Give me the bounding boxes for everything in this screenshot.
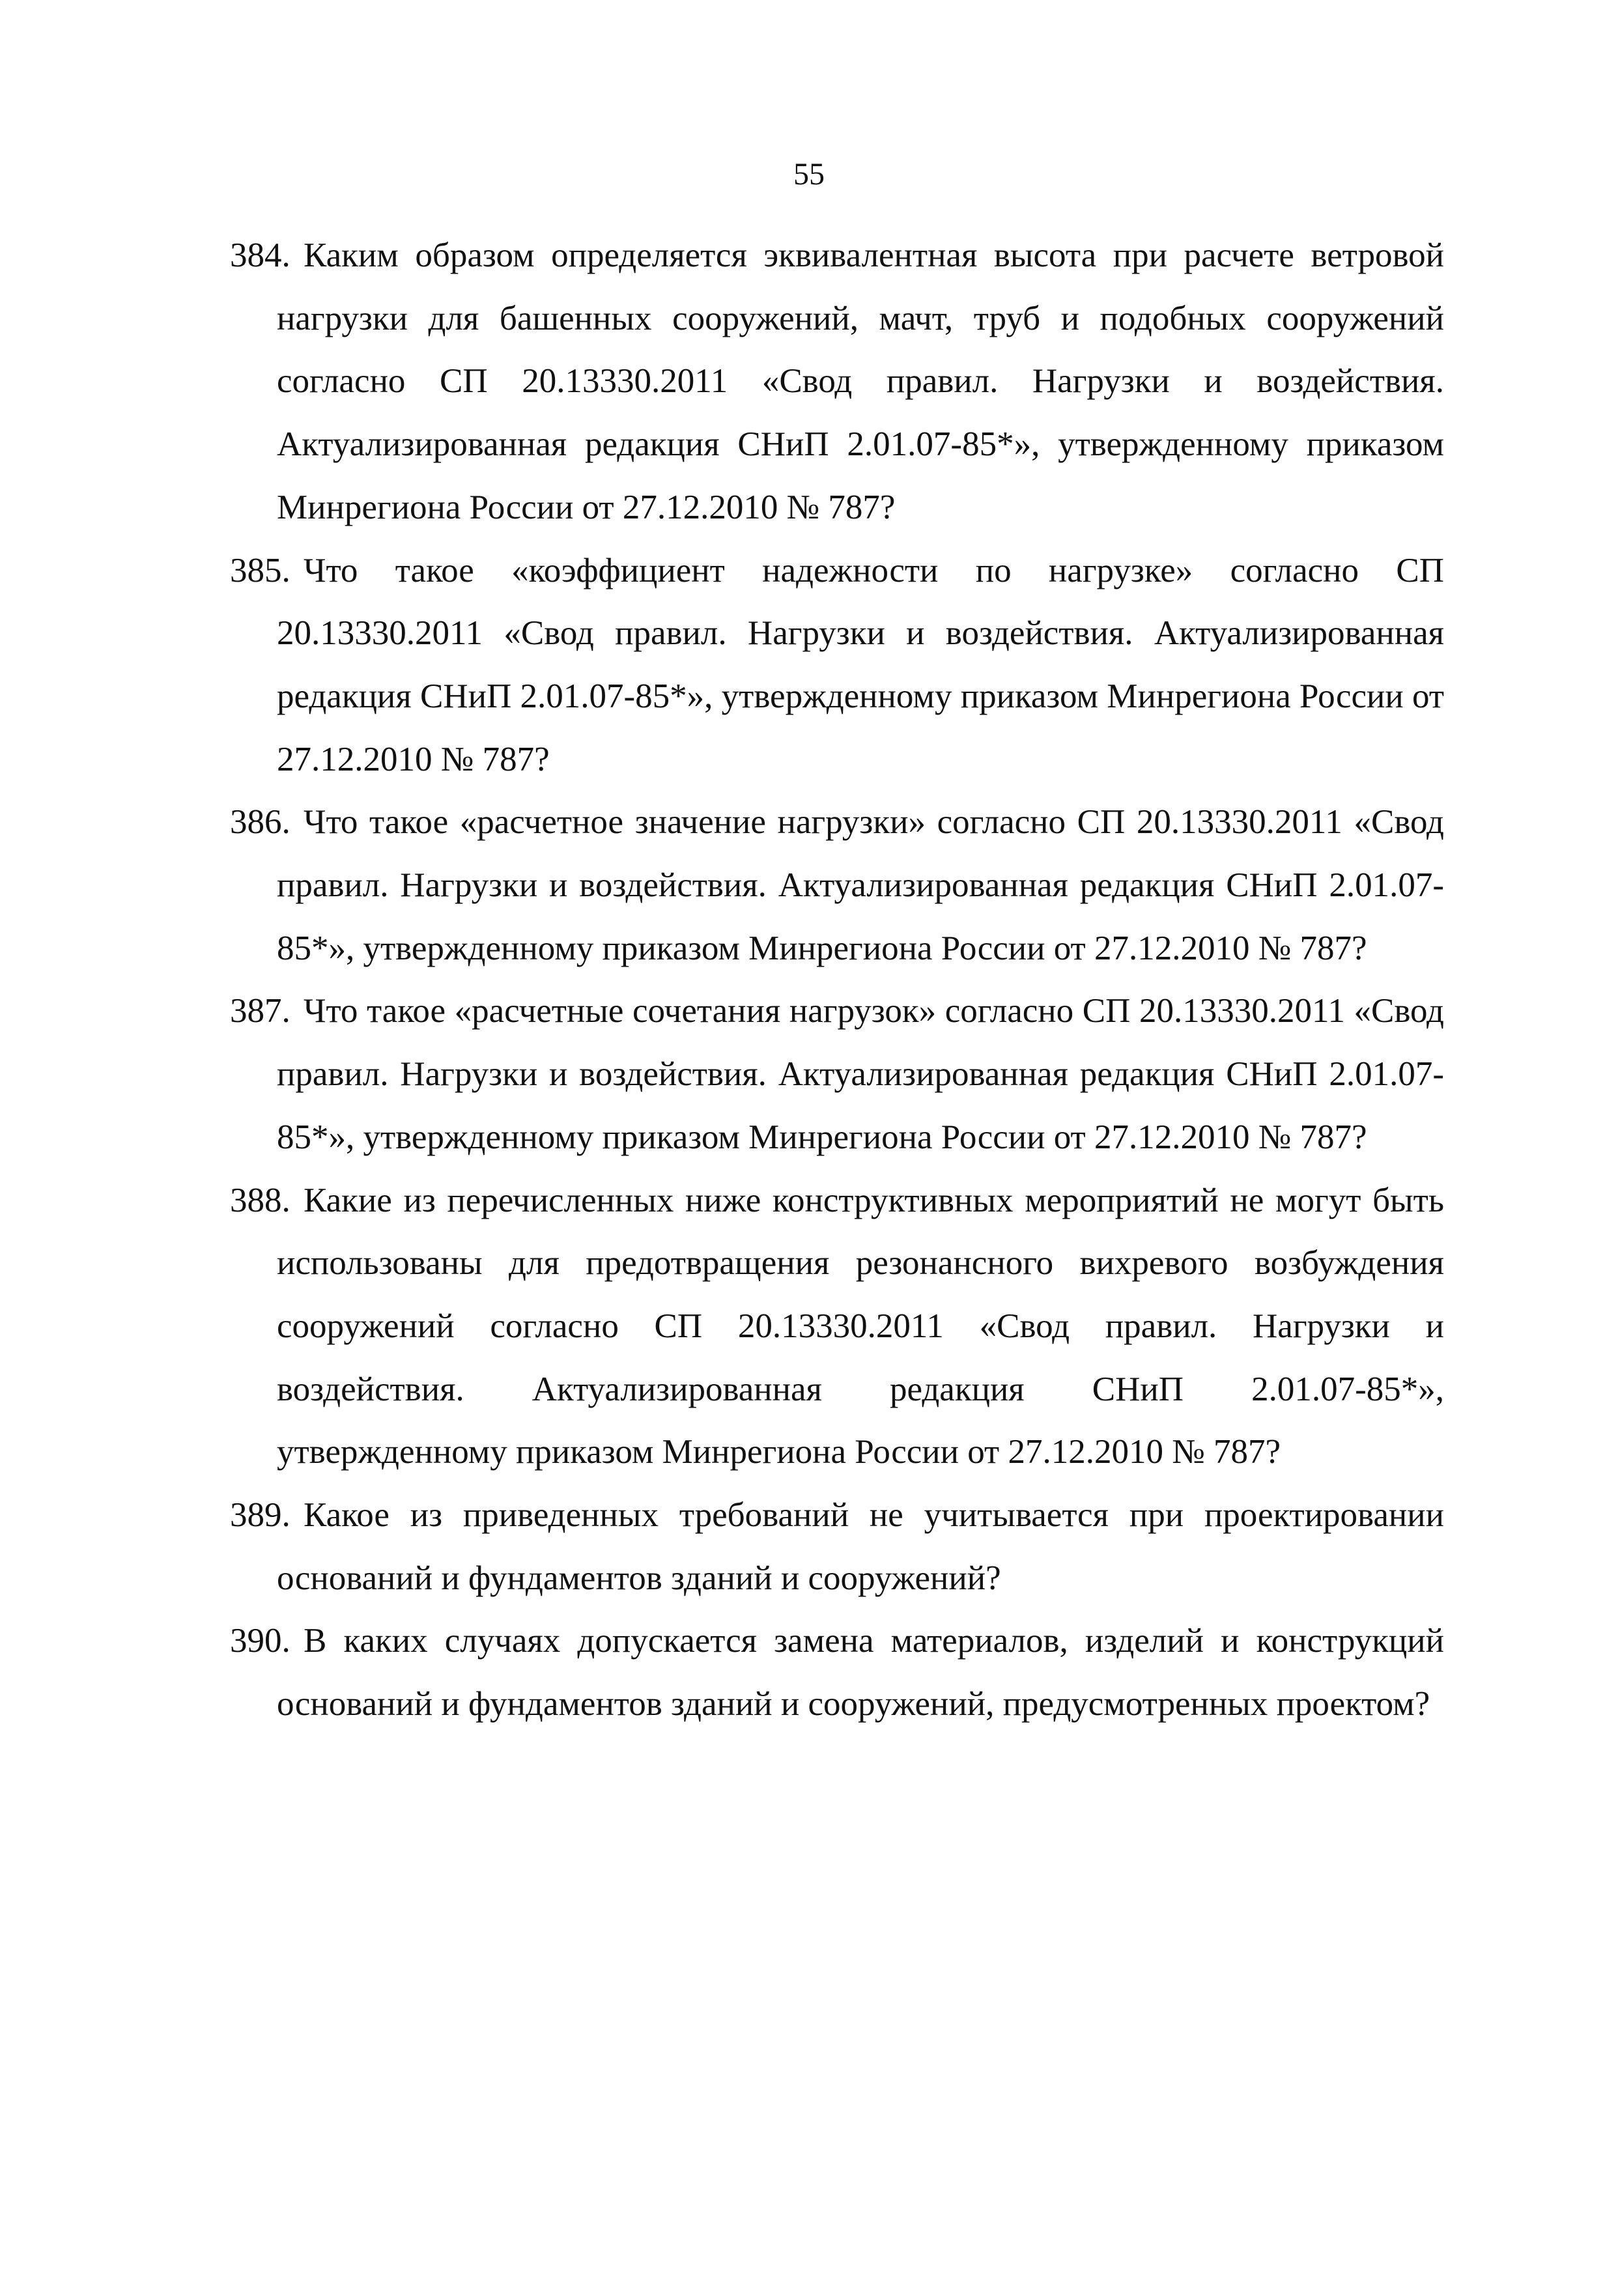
question-item: [230, 791, 1444, 980]
question-text: Каким образом определяется эквивалентная высота при расчете ветровой нагрузки для башенных сооружений, мачт, труб и подобных сооружений согласно СП 20.13330.2011 «Свод правил. Нагрузки и воздействия. Актуализированная редакция СНиП 2.01.07-85*», утвержденному приказом Минрегиона России от 27.12.2010 № 787?: [277, 236, 1444, 526]
question-item: [230, 1169, 1444, 1484]
question-text: Что такое «коэффициент надежности по нагрузке» согласно СП 20.13330.2011 «Свод правил. Нагрузки и воздействия. Актуализированная редакция СНиП 2.01.07-85*», утвержденному приказом Минрегиона России от 27.12.2010 № 787?: [277, 551, 1444, 778]
question-list: [230, 224, 1444, 1736]
question-item: [230, 1609, 1444, 1735]
question-number: 388.: [230, 1181, 291, 1219]
question-text: В каких случаях допускается замена материалов, изделий и конструкций оснований и фундаментов зданий и сооружений, предусмотренных проектом?: [277, 1622, 1444, 1723]
question-number: 389.: [230, 1496, 291, 1535]
question-number: 386.: [230, 803, 291, 842]
page-number: 55: [793, 157, 825, 191]
question-number: 384.: [230, 236, 291, 274]
question-number: 385.: [230, 551, 291, 589]
question-item: [230, 1484, 1444, 1609]
question-text: Какие из перечисленных ниже конструктивных мероприятий не могут быть использованы для предотвращения резонансного вихревого возбуждения сооружений согласно СП 20.13330.2011 «Свод правил. Нагрузки и воздействия. Актуализированная редакция СНиП 2.01.07-85*», утвержденному приказом Минрегиона России от 27.12.2010 № 787?: [277, 1181, 1444, 1471]
question-number: 390.: [230, 1622, 291, 1660]
question-text: Что такое «расчетные сочетания нагрузок» согласно СП 20.13330.2011 «Свод правил. Нагрузки и воздействия. Актуализированная редакция СНиП 2.01.07-85*», утвержденному приказом Минрегиона России от 27.12.2010 № 787?: [277, 992, 1444, 1156]
question-number: 387.: [230, 992, 291, 1030]
question-item: [230, 980, 1444, 1169]
question-text: Какое из приведенных требований не учитывается при проектировании оснований и фундаментов зданий и сооружений?: [277, 1496, 1444, 1597]
question-item: [230, 224, 1444, 539]
question-item: [230, 539, 1444, 791]
question-text: Что такое «расчетное значение нагрузки» согласно СП 20.13330.2011 «Свод правил. Нагрузки и воздействия. Актуализированная редакция СНиП 2.01.07-85*», утвержденному приказом Минрегиона России от 27.12.2010 № 787?: [277, 803, 1444, 967]
